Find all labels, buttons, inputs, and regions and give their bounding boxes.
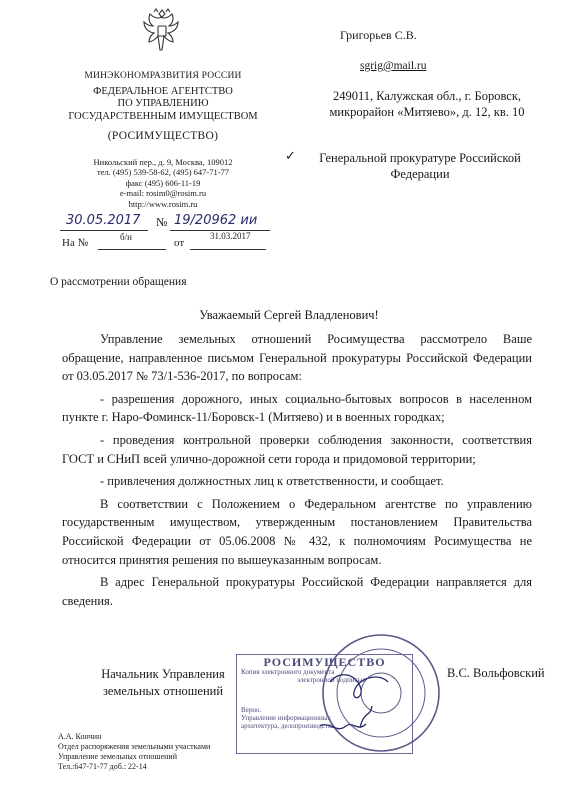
agency-line: ФЕДЕРАЛЬНОЕ АГЕНТСТВО xyxy=(93,85,233,97)
executor-line: Отдел распоряжения земельными участками xyxy=(58,742,211,751)
recipient-email: sgrig@mail.ru xyxy=(360,60,427,72)
contact-line: e-mail: rosim0@rosim.ru xyxy=(119,188,207,198)
round-seal-icon xyxy=(320,632,442,754)
body-paragraph: - проведения контрольной проверки соблюдения законности, соответствия ГОСТ и СНиП всей улично-дорожной сети города и придомовой территории; xyxy=(62,432,532,466)
letter-subject: О рассмотрении обращения xyxy=(50,276,187,288)
registration-number: 19/20962 ии xyxy=(174,213,258,228)
letter-body xyxy=(62,330,532,610)
copy-recipient-line: Генеральной прокуратуре Российской xyxy=(319,151,521,165)
body-paragraph: В соответствии с Положением о Федеральном агентстве по управлению государственным имуществом, утвержденным постановлением Правительства Российской Федерации от 05.06.2008 № 432, к полномочиям Росимущества не относится принятия решения по вышеуказанным вопросам. xyxy=(62,496,532,567)
body-paragraph: - привлечения должностных лиц к ответственности, и сообщает. xyxy=(100,474,444,489)
signatory-title-line: Начальник Управления xyxy=(101,667,225,681)
contact-line: факс (495) 606-11-19 xyxy=(125,177,201,188)
recipient-name: Григорьев С.В. xyxy=(340,28,417,42)
agency-name xyxy=(52,86,274,124)
number-sign: № xyxy=(156,215,168,229)
copy-recipient-line: Федерации xyxy=(390,167,450,181)
contact-line: тел. (495) 539-58-62, (495) 647-71-77 xyxy=(96,167,230,177)
agency-contacts xyxy=(52,157,274,210)
registration-date: 30.05.2017 xyxy=(66,213,141,228)
stamp-line: Копия электронного документа xyxy=(241,668,335,676)
checkmark-icon: ✓ xyxy=(285,148,296,163)
sender-organization xyxy=(52,70,274,209)
stamp-line: Управление информационных xyxy=(241,714,331,722)
ot-label: от xyxy=(174,237,185,249)
na-label: На № xyxy=(62,237,89,249)
body-paragraph: Управление земельных отношений Росимущества рассмотрело Ваше обращение, направленное письмом Генеральной прокуратуры Российской Федерации от 03.05.2017 № 73/1-536-2017, по вопросам: xyxy=(62,332,532,384)
letter-greeting: Уважаемый Сергей Владленович! xyxy=(199,308,379,322)
body-paragraph: В адрес Генеральной прокуратуры Российской Федерации направляется для сведения. xyxy=(62,575,532,608)
stamp-line: архитектура, делопроизводства xyxy=(241,722,335,730)
executor-info xyxy=(58,732,210,772)
agency-line: ГОСУДАРСТВЕННЫМ ИМУЩЕСТВОМ xyxy=(68,110,258,122)
registration-block xyxy=(60,213,300,253)
executor-line: Управление земельных отношений xyxy=(58,752,177,761)
contact-line: http://www.rosim.ru xyxy=(128,198,198,209)
executor-line: Тел.:647-71-77 доб.: 22-14 xyxy=(58,762,147,771)
bn-label: б/н xyxy=(120,232,132,242)
ministry-name: МИНЭКОНОМРАЗВИТИЯ РОССИИ xyxy=(84,71,242,81)
address-line: 249011, Калужская обл., г. Боровск, xyxy=(332,89,522,103)
signatory-name: В.С. Вольфовский xyxy=(447,666,545,680)
copy-recipient xyxy=(300,150,540,182)
signatory-title xyxy=(88,666,238,700)
contact-line: Никольский пер., д. 9, Москва, 109012 xyxy=(93,156,233,167)
recipient-address xyxy=(302,88,552,120)
signatory-title-line: земельных отношений xyxy=(102,684,224,698)
agency-abbreviation: (РОСИМУЩЕСТВО) xyxy=(107,130,219,142)
body-paragraph: - разрешения дорожного, иных социально-бытовых вопросов в населенном пункте г. Наро-Фоминск-11/Боровск-1 (Митяево) и в военных городках; xyxy=(62,391,532,425)
stamp-heading: РОСИМУЩЕСТВО xyxy=(263,655,386,669)
stamp-line: электронной подписью xyxy=(297,676,367,684)
agency-line: ПО УПРАВЛЕНИЮ xyxy=(117,98,209,109)
executor-line: А.А. Кончин xyxy=(58,732,102,741)
coat-of-arms-icon xyxy=(140,6,184,58)
stamp-verno: Верно. xyxy=(241,706,262,714)
address-line: микрорайон «Митяево», д. 12, кв. 10 xyxy=(329,105,525,119)
reference-date: 31.03.2017 xyxy=(210,231,251,241)
